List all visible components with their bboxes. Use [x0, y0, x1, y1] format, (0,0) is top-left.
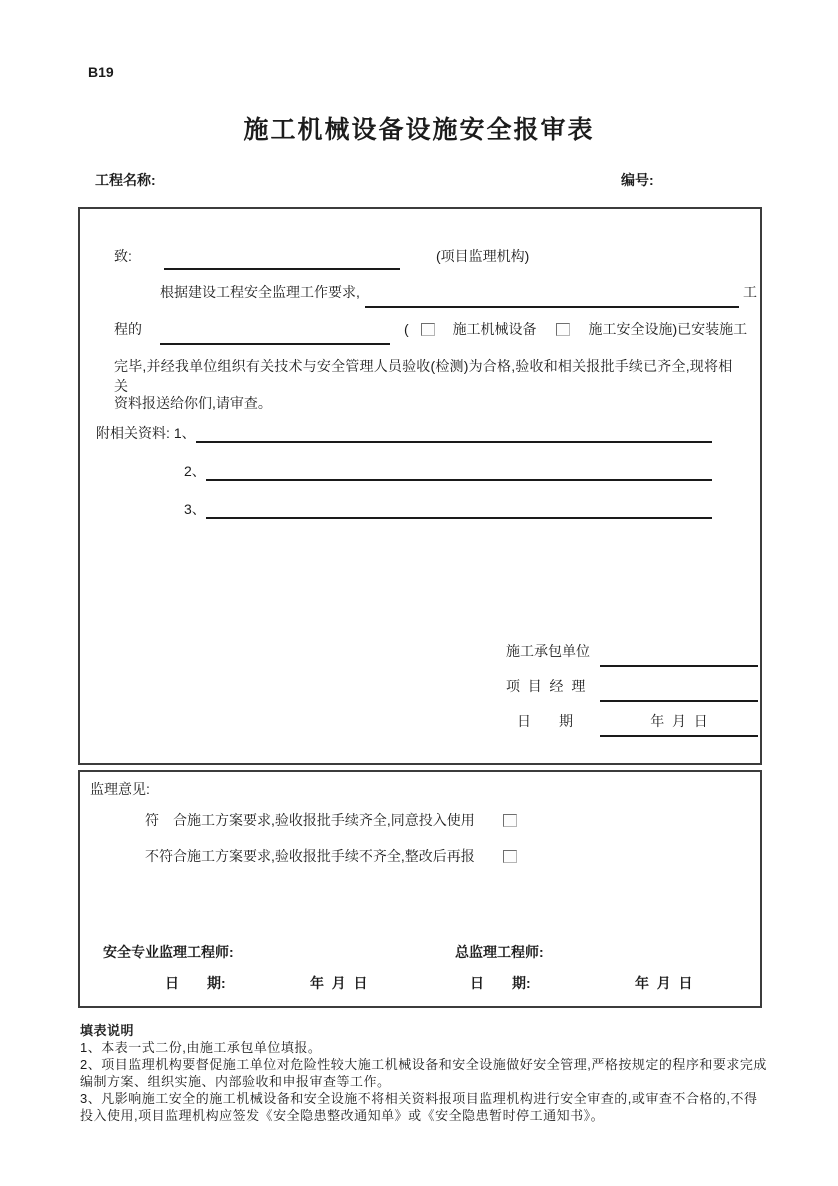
- project-manager-field[interactable]: [600, 678, 758, 702]
- project-name-label: 工程名称:: [95, 172, 156, 188]
- to-field[interactable]: [164, 248, 400, 270]
- approve-option-label: 符 合施工方案要求,验收报批手续齐全,同意投入使用: [145, 812, 475, 828]
- project-manager-label: 项 目 经 理: [506, 678, 586, 694]
- reject-checkbox[interactable]: [503, 850, 517, 863]
- attachment-field-1[interactable]: [196, 421, 712, 443]
- attachment-number: 1、: [173, 425, 196, 441]
- attachment-row: [96, 421, 712, 443]
- reject-option-row: [145, 846, 517, 866]
- application-section: [78, 207, 762, 765]
- paren-open: (: [404, 321, 409, 337]
- to-suffix-label: (项目监理机构): [436, 248, 530, 264]
- attachment-field-2[interactable]: [206, 459, 712, 481]
- equipment-type-row: [404, 319, 747, 339]
- supervision-date-label-2: 日 期:: [470, 975, 531, 991]
- project-field-2[interactable]: [160, 321, 390, 345]
- safety-engineer-label: 安全专业监理工程师:: [103, 944, 234, 960]
- to-label: 致:: [114, 248, 132, 264]
- attachment-number: 3、: [184, 501, 206, 517]
- attachment-row: [184, 459, 712, 481]
- supervision-date-format-2: 年 月 日: [635, 975, 693, 991]
- safety-facility-label: 施工安全设施)已安装施工: [588, 321, 748, 337]
- machinery-checkbox[interactable]: [421, 323, 435, 336]
- request-intro-text: 根据建设工程安全监理工作要求,: [160, 284, 360, 300]
- supervision-section: [78, 770, 762, 1008]
- project-suffix-label: 程的: [114, 321, 142, 337]
- attachment-row: [184, 497, 712, 519]
- supervision-date-format: 年 月 日: [310, 975, 368, 991]
- form-code: B19: [88, 64, 114, 80]
- date-label: 日 期: [517, 713, 573, 729]
- number-label: 编号:: [621, 172, 654, 188]
- chief-engineer-label: 总监理工程师:: [455, 944, 544, 960]
- attachment-field-3[interactable]: [206, 497, 712, 519]
- fill-instruction-item: 1、本表一式二份,由施工承包单位填报。: [80, 1040, 322, 1055]
- project-field[interactable]: [365, 284, 739, 308]
- contractor-field[interactable]: [600, 643, 758, 667]
- fill-instruction-item: 2、项目监理机构要督促施工单位对危险性较大施工机械设备和安全设施做好安全管理,严格按规定的程序和要求完成编制方案、组织实施、内部验收和申报审查等工作。: [80, 1057, 767, 1089]
- contractor-label: 施工承包单位: [506, 643, 590, 659]
- body-text-line2: 资料报送给你们,请审查。: [114, 395, 272, 411]
- attachments-label: 附相关资料:: [96, 425, 170, 441]
- fill-instructions-title: 填表说明: [80, 1023, 135, 1038]
- body-text-line1: 完毕,并经我单位组织有关技术与安全管理人员验收(检测)为合格,验收和相关报批手续已齐全,现将相关: [114, 358, 733, 394]
- supervision-title: 监理意见:: [90, 781, 150, 797]
- request-intro-tail: 工: [743, 284, 757, 300]
- reject-option-label: 不符合施工方案要求,验收报批手续不齐全,整改后再报: [145, 848, 475, 864]
- fill-instructions: [80, 1022, 770, 1124]
- machinery-label: 施工机械设备: [452, 321, 537, 337]
- approve-option-row: [145, 810, 517, 830]
- page-title: 施工机械设备设施安全报审表: [243, 116, 595, 144]
- attachment-number: 2、: [184, 463, 206, 479]
- supervision-date-label: 日 期:: [165, 975, 226, 991]
- fill-instruction-item: 3、凡影响施工安全的施工机械设备和安全设施不将相关资料报项目监理机构进行安全审查的,或审查不合格的,不得投入使用,项目监理机构应签发《安全隐患整改通知单》或《安全隐患暂时停工通知书》。: [80, 1091, 758, 1123]
- approve-checkbox[interactable]: [503, 814, 517, 827]
- date-field[interactable]: 年 月 日: [600, 711, 758, 737]
- safety-facility-checkbox[interactable]: [556, 323, 570, 336]
